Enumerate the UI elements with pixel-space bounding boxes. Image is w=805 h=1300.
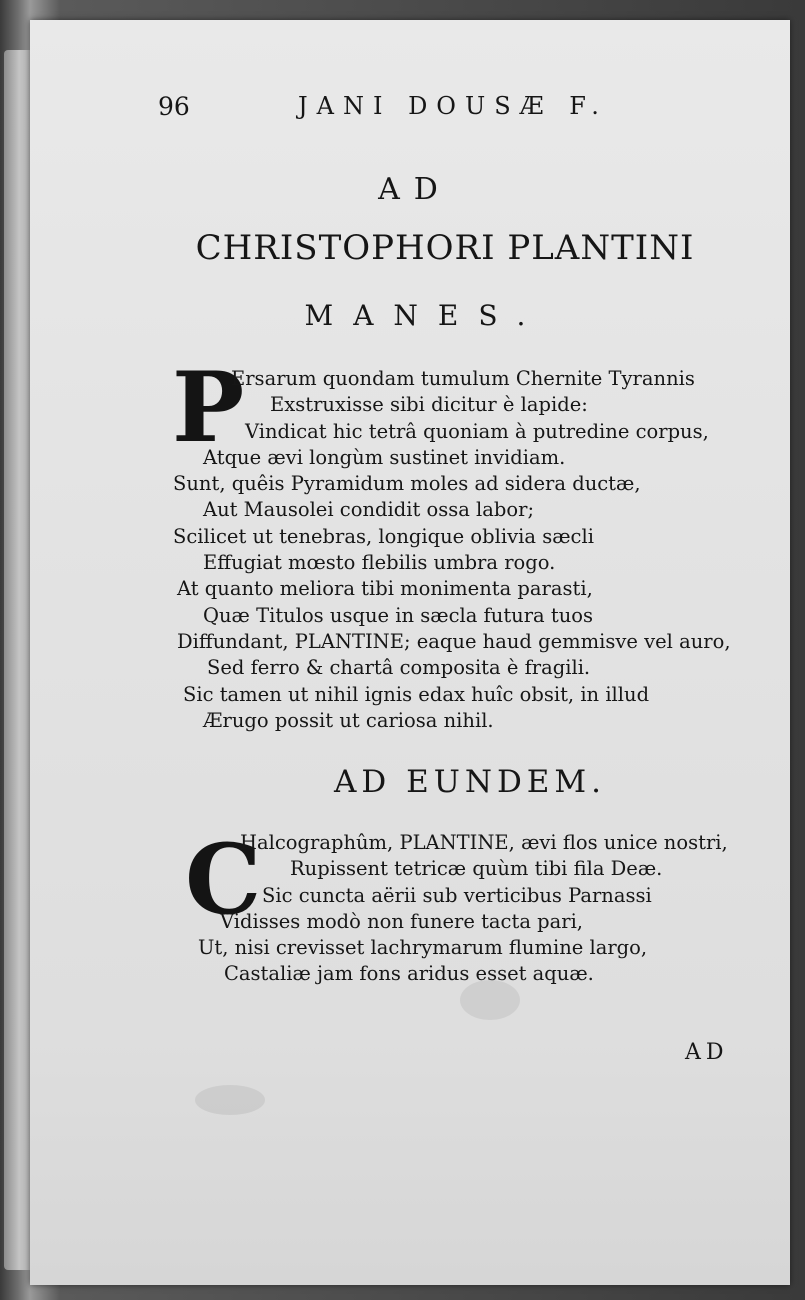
poem-line: Sed ferro & chartâ composita è fragili.: [207, 656, 591, 680]
poem-line: Sic cuncta aërii sub verticibus Parnassi: [262, 883, 652, 907]
poem-line: Aut Mausolei condidit ossa labor;: [203, 498, 535, 522]
poem-line: Ersarum quondam tumulum Chernite Tyrannis: [231, 367, 695, 390]
running-title: JANI DOUSÆ F.: [298, 92, 608, 120]
poem-line: Scilicet ut tenebras, longique oblivia sæcli: [173, 524, 594, 548]
epigram-1-heading-name: CHRISTOPHORI PLANTINI: [195, 228, 695, 268]
poem-line: Rupissent tetricæ quùm tibi fila Deæ.: [290, 857, 663, 881]
poem-line: Quæ Titulos usque in sæcla futura tuos: [203, 603, 594, 627]
epigram-1-dropcap: P: [172, 351, 245, 464]
poem-line: Sunt, quêis Pyramidum moles ad sidera ductæ,: [173, 472, 641, 496]
epigram-2-poem: [190, 830, 790, 988]
poem-line: Vidisses modò non funere tacta pari,: [220, 909, 584, 933]
epigram-1-heading-manes: MANES.: [304, 299, 546, 332]
poem-line: Atque ævi longùm sustinet invidiam.: [203, 445, 566, 469]
book-page: [30, 20, 790, 1285]
paper-stain: [195, 1085, 265, 1115]
poem-line: Halcographûm, PLANTINE, ævi flos unice nostri,: [240, 831, 728, 854]
catchword: AD: [685, 1040, 729, 1065]
running-head: [30, 92, 790, 132]
page-number: 96: [158, 92, 190, 121]
epigram-2-dropcap: C: [185, 823, 262, 936]
poem-line: Sic tamen ut nihil ignis edax huîc obsit, in illud: [183, 682, 650, 706]
epigram-1-poem: [173, 366, 773, 734]
poem-line: Vindicat hic tetrâ quoniam à putredine corpus,: [245, 419, 709, 443]
poem-line: Diffundant, PLANTINE; eaque haud gemmisve vel auro,: [177, 629, 731, 653]
poem-line: Exstruxisse sibi dicitur è lapide:: [270, 393, 588, 417]
epigram-2-heading: AD EUNDEM.: [333, 764, 607, 800]
poem-line: At quanto meliora tibi monimenta parasti,: [177, 577, 593, 601]
poem-line: Castaliæ jam fons aridus esset aquæ.: [224, 962, 594, 986]
poem-line: Ut, nisi crevisset lachrymarum flumine largo,: [198, 936, 648, 960]
poem-line: Effugiat mœsto flebilis umbra rogo.: [203, 551, 556, 575]
epigram-1-heading-ad: AD: [378, 172, 452, 207]
poem-line: Ærugo possit ut cariosa nihil.: [203, 708, 494, 732]
